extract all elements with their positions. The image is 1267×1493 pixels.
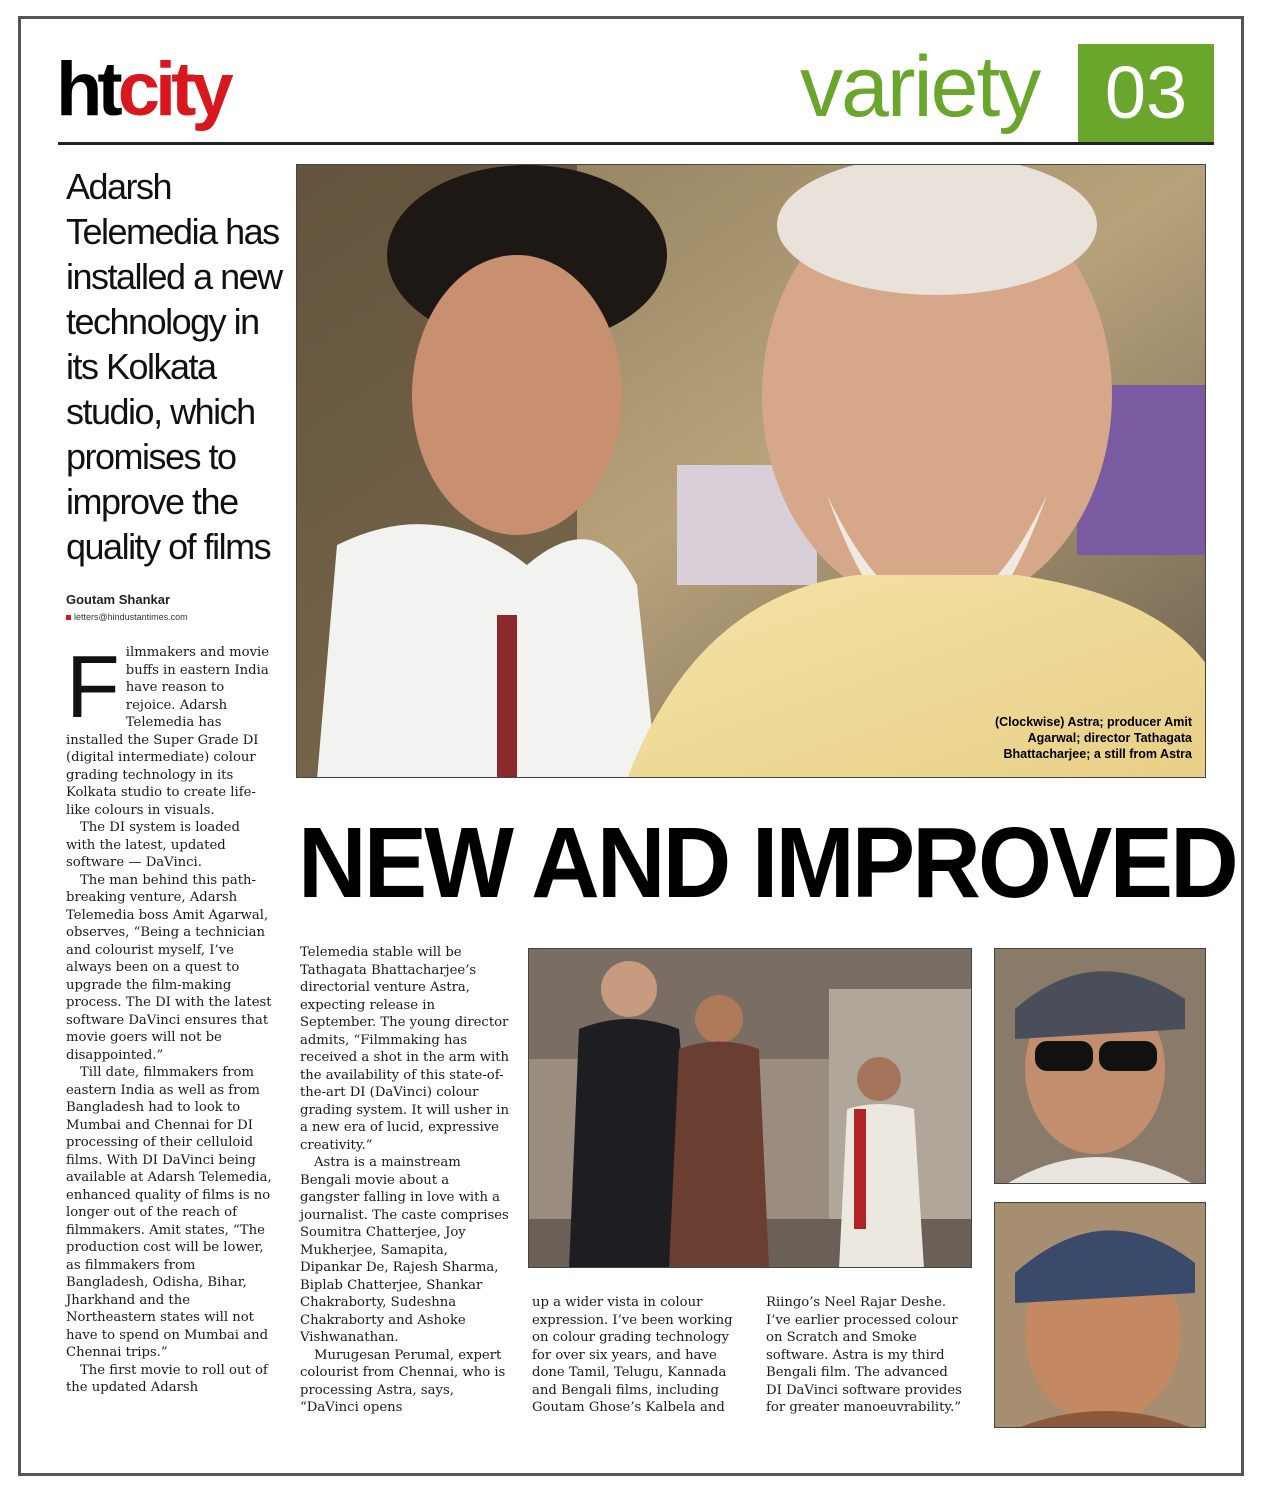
article-column-2	[300, 944, 510, 1417]
bullet-icon	[66, 615, 71, 620]
headline: NEW AND IMPROVED	[298, 807, 1236, 919]
paragraph: Murugesan Perumal, expert colourist from Chennai, who is processing Astra, says, “DaVinci opens	[300, 1347, 506, 1415]
article-column-1	[66, 637, 273, 1397]
paragraph: Telemedia stable will be Tathagata Bhattacharjee’s directorial venture Astra, expecting release in September. The young director admits, “Filmmaking has received a shot in the arm with the availability of this state-of-the-art DI (DaVinci) colour grading system. It will usher in a new era of lucid, expressive creativity.”	[300, 945, 510, 1153]
article-column-4	[766, 1294, 966, 1417]
paragraph: up a wider vista in colour expression. I’ve been working on colour grading technology for over six years, and have done Tamil, Telugu, Kannada and Bengali films, including Goutam Ghose’s Kalbela and	[532, 1295, 733, 1415]
movie-still-photo	[528, 948, 972, 1268]
article-deck: Adarsh Telemedia has installed a new technology in its Kolkata studio, which promises to improve the quality of films	[66, 166, 282, 567]
photo-caption: (Clockwise) Astra; producer Amit Agarwal; director Tathagata Bhattacharjee; a still from Astra	[994, 715, 1192, 761]
paragraph: Astra is a mainstream Bengali movie about a gangster falling in love with a journalist. The caste comprises Soumitra Chatterjee, Joy Mukherjee, Samapita, Dipankar De, Rajesh Sharma, Biplab Chatterjee, Shankar Chakraborty, Sudeshna Chakraborty and Ashoke Vishwanathan.	[300, 1155, 509, 1345]
paragraph: The first movie to roll out of the updated Adarsh	[66, 1362, 268, 1395]
main-photo	[296, 164, 1206, 778]
paragraph: The man behind this path-breaking venture, Adarsh Telemedia boss Amit Agarwal, observes, “Being a technician and colourist myself, I’ve always been on a quest to upgrade the film-making process. The DI with the latest software DaVinci ensures that movie goers will not be disappointed.”	[66, 872, 272, 1063]
paragraph: ilmmakers and movie buffs in eastern India have reason to rejoice. Adarsh Telemedia has installed the Super Grade DI (digital intermediate) colour grading technology in its Kolkata studio to create life-like colours in visuals.	[66, 645, 270, 818]
drop-cap: F	[66, 637, 120, 736]
byline-author: Goutam Shankar	[66, 592, 171, 607]
paragraph: The DI system is loaded with the latest, updated software — DaVinci.	[66, 820, 240, 870]
masthead-rule	[58, 142, 1214, 145]
producer-photo	[994, 1202, 1206, 1428]
article-column-3	[532, 1294, 744, 1417]
paragraph: Till date, filmmakers from eastern India as well as from Bangladesh had to look to Mumbai and Chennai for DI processing of their celluloid films. With DI DaVinci being available at Adarsh Telemedia, enhanced quality of films is no longer out of the reach of filmmakers. Amit states, “The production cost will be lower, as filmmakers from Bangladesh, Odisha, Bihar, Jharkhand and the Northeastern states will not have to spend on Mumbai and Chennai trips.”	[66, 1065, 272, 1360]
director-photo	[994, 948, 1206, 1184]
paragraph: Riingo’s Neel Rajar Deshe. I’ve earlier processed colour on Scratch and Smoke software. Astra is my third Bengali film. The advanced DI DaVinci software provides for greater manoeuvrability.”	[766, 1295, 962, 1415]
htcity-logo: htcity	[56, 47, 229, 132]
page-number: 03	[1078, 44, 1214, 142]
byline-email: letters@hindustantimes.com	[66, 612, 188, 622]
section-title: variety	[800, 39, 1040, 135]
